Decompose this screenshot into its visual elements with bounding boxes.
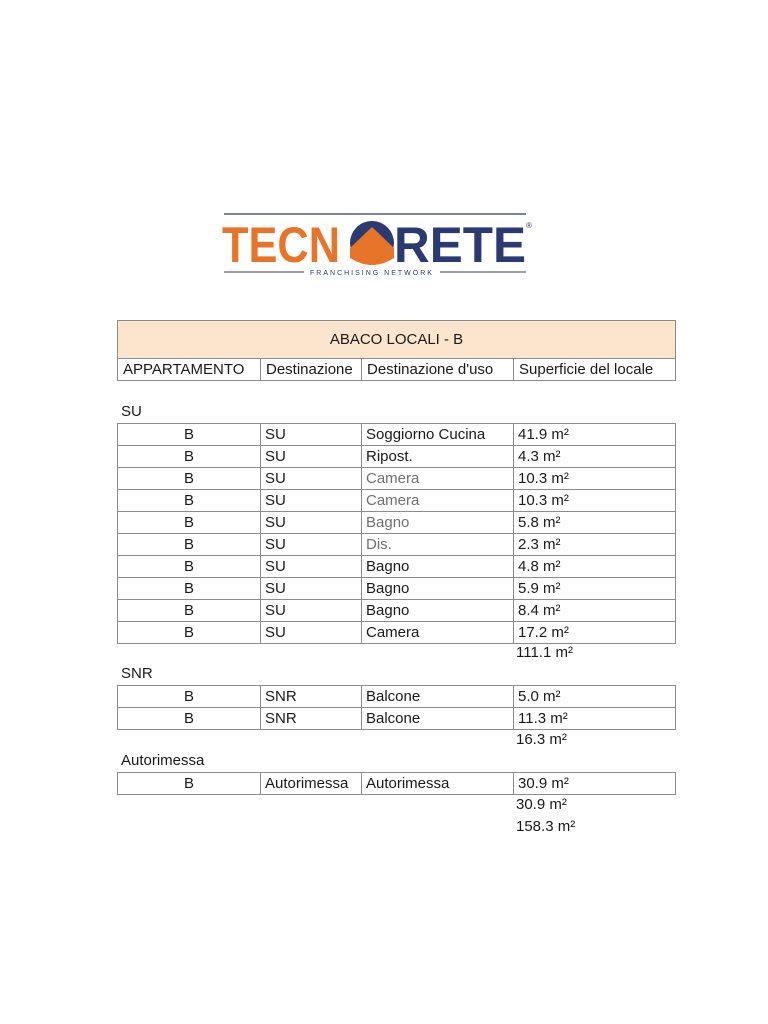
section-table-autorimessa — [117, 772, 676, 795]
tecnorete-logo — [222, 210, 538, 282]
grand-total: 158.3 m² — [516, 818, 576, 835]
house-o-icon — [350, 221, 394, 265]
cell-destinazione: SU — [261, 622, 362, 644]
table-row — [118, 446, 676, 468]
cell-superficie: 5.8 m² — [514, 512, 676, 534]
table-row — [118, 512, 676, 534]
subtotal-snr: 16.3 m² — [516, 731, 567, 748]
cell-destinazione-uso: Ripost. — [362, 446, 514, 468]
cell-appartamento: B — [118, 686, 261, 708]
section-label-su: SU — [121, 403, 142, 420]
cell-appartamento: B — [118, 708, 261, 730]
subtotal-su: 111.1 m² — [516, 644, 573, 661]
cell-appartamento: B — [118, 534, 261, 556]
cell-destinazione-uso: Camera — [362, 622, 514, 644]
cell-appartamento: B — [118, 556, 261, 578]
cell-superficie: 11.3 m² — [514, 708, 676, 730]
section-table-snr — [117, 685, 676, 730]
cell-appartamento: B — [118, 468, 261, 490]
cell-superficie: 5.9 m² — [514, 578, 676, 600]
cell-destinazione-uso: Autorimessa — [362, 773, 514, 795]
table-title: ABACO LOCALI - B — [118, 321, 676, 359]
subtotal-autorimessa: 30.9 m² — [516, 796, 567, 813]
cell-destinazione-uso: Camera — [362, 468, 514, 490]
cell-destinazione: SNR — [261, 708, 362, 730]
table-row — [118, 578, 676, 600]
table-row — [118, 622, 676, 644]
cell-destinazione-uso: Balcone — [362, 708, 514, 730]
cell-superficie: 5.0 m² — [514, 686, 676, 708]
cell-destinazione: SU — [261, 600, 362, 622]
header-appartamento: APPARTAMENTO — [118, 359, 261, 381]
cell-destinazione-uso: Balcone — [362, 686, 514, 708]
cell-superficie: 10.3 m² — [514, 468, 676, 490]
header-destinazione-uso: Destinazione d'uso — [362, 359, 514, 381]
cell-destinazione-uso: Bagno — [362, 512, 514, 534]
section-table-su — [117, 423, 676, 644]
table-row — [118, 424, 676, 446]
cell-destinazione-uso: Bagno — [362, 578, 514, 600]
table-row — [118, 773, 676, 795]
svg-text:TECN: TECN — [222, 217, 340, 273]
registered-mark: ® — [526, 221, 532, 230]
cell-appartamento: B — [118, 490, 261, 512]
table-row — [118, 556, 676, 578]
cell-superficie: 10.3 m² — [514, 490, 676, 512]
cell-superficie: 8.4 m² — [514, 600, 676, 622]
cell-appartamento: B — [118, 578, 261, 600]
table-row — [118, 686, 676, 708]
section-label-snr: SNR — [121, 665, 153, 682]
table-row — [118, 534, 676, 556]
cell-destinazione: Autorimessa — [261, 773, 362, 795]
cell-appartamento: B — [118, 773, 261, 795]
cell-superficie: 4.8 m² — [514, 556, 676, 578]
tecnorete-logo-graphic — [222, 210, 538, 282]
cell-destinazione-uso: Soggiorno Cucina — [362, 424, 514, 446]
cell-destinazione: SU — [261, 534, 362, 556]
cell-destinazione-uso: Dis. — [362, 534, 514, 556]
table-row — [118, 600, 676, 622]
cell-destinazione: SU — [261, 424, 362, 446]
cell-destinazione: SU — [261, 468, 362, 490]
cell-appartamento: B — [118, 424, 261, 446]
cell-superficie: 4.3 m² — [514, 446, 676, 468]
cell-destinazione: SNR — [261, 686, 362, 708]
cell-destinazione-uso: Bagno — [362, 556, 514, 578]
logo-tagline: FRANCHISING NETWORK — [310, 270, 434, 277]
cell-destinazione: SU — [261, 490, 362, 512]
cell-destinazione-uso: Bagno — [362, 600, 514, 622]
cell-appartamento: B — [118, 446, 261, 468]
cell-appartamento: B — [118, 600, 261, 622]
cell-destinazione-uso: Camera — [362, 490, 514, 512]
section-label-autorimessa: Autorimessa — [121, 752, 205, 769]
cell-destinazione: SU — [261, 446, 362, 468]
svg-text:RETE: RETE — [394, 217, 526, 273]
table-row — [118, 708, 676, 730]
cell-superficie: 41.9 m² — [514, 424, 676, 446]
table-row — [118, 490, 676, 512]
cell-appartamento: B — [118, 622, 261, 644]
cell-destinazione: SU — [261, 556, 362, 578]
cell-appartamento: B — [118, 512, 261, 534]
cell-superficie: 30.9 m² — [514, 773, 676, 795]
cell-superficie: 17.2 m² — [514, 622, 676, 644]
header-destinazione: Destinazione — [261, 359, 362, 381]
cell-destinazione: SU — [261, 578, 362, 600]
abaco-header-table — [117, 320, 676, 381]
cell-superficie: 2.3 m² — [514, 534, 676, 556]
cell-destinazione: SU — [261, 512, 362, 534]
header-superficie: Superficie del locale — [514, 359, 676, 381]
table-row — [118, 468, 676, 490]
